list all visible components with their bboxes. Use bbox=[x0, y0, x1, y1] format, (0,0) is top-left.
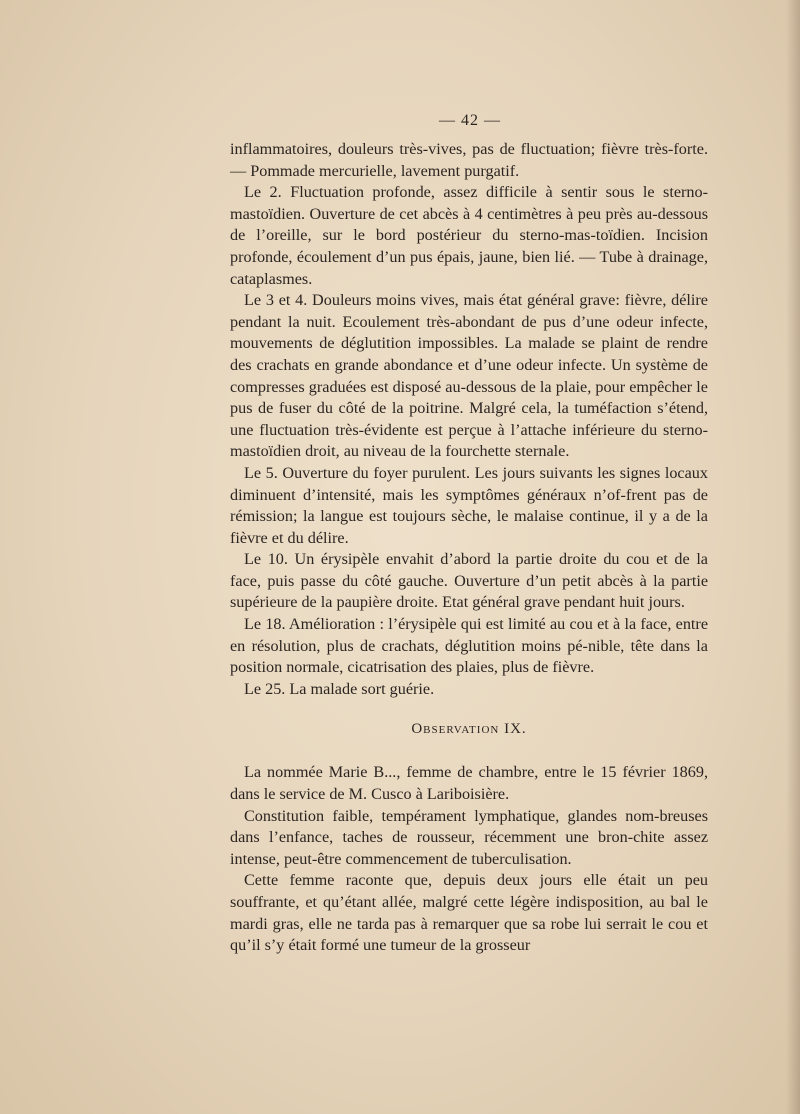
text-body bbox=[230, 139, 708, 957]
paragraph: Le 2. Fluctuation profonde, assez difficile à sentir sous le sterno-mastoïdien. Ouverture de cet abcès à 4 centimètres à peu près au-dessous de l’oreille, sur le bord postérieur du sterno-mas-toïdien. Incision profonde, écoulement d’un pus épais, jaune, bien lié. — Tube à drainage, cataplasmes. bbox=[230, 183, 708, 288]
page-number: — 42 — bbox=[439, 112, 501, 129]
paragraph: Le 3 et 4. Douleurs moins vives, mais état général grave: fièvre, délire pendant la nuit. Ecoulement très-abondant de pus d’une odeur infecte, mouvements de déglutition impossibles. La malade se plaint de rendre des crachats en grande abondance et d’une odeur infecte. Un système de compresses graduées est disposé au-dessous de la plaie, pour empêcher le pus de fuser du côté de la poitrine. Malgré cela, la tuméfaction s’étend, une fluctuation très-évidente est perçue à l’attache inférieure du sterno-mastoïdien droit, au niveau de la fourchette sternale. bbox=[230, 291, 708, 461]
section-heading bbox=[230, 700, 708, 762]
paragraph: Le 5. Ouverture du foyer purulent. Les jours suivants les signes locaux diminuent d’intensité, mais les symptômes généraux n’of-frent pas de rémission; la langue est toujours sèche, le malaise continue, il y a de la fièvre et du délire. bbox=[230, 463, 708, 547]
page-edge-shadow bbox=[786, 0, 800, 1114]
paragraph: La nommée Marie B..., femme de chambre, entre le 15 février 1869, dans le service de M. Cusco à Lariboisière. bbox=[230, 763, 708, 804]
paragraph: Le 18. Amélioration : l’érysipèle qui est limité au cou et à la face, entre en résolution, plus de crachats, déglutition moins pé-nible, tête dans la position normale, cicatrisation des plaies, plus de fièvre. bbox=[230, 615, 708, 677]
paragraph: inflammatoires, douleurs très-vives, pas de fluctuation; fièvre très-forte. — Pommade mercurielle, lavement purgatif. bbox=[230, 140, 708, 180]
paragraph: Le 10. Un érysipèle envahit d’abord la partie droite du cou et de la face, puis passe du côté gauche. Ouverture d’un petit abcès à la partie supérieure de la paupière droite. Etat général grave pendant huit jours. bbox=[230, 550, 708, 612]
paragraph: Le 25. La malade sort guérie. bbox=[244, 679, 435, 698]
observation-heading: Observation IX. bbox=[411, 721, 527, 738]
paragraph: Constitution faible, tempérament lymphatique, glandes nom-breuses dans l’enfance, taches de rousseur, récemment une bron-chite assez intense, peut-être commencement de tuberculisation. bbox=[230, 806, 708, 868]
paragraph: Cette femme raconte que, depuis deux jours elle était un peu souffrante, et qu’étant allée, malgré cette légère indisposition, au bal le mardi gras, elle ne tarda pas à remarquer que sa robe lui serrait le cou et qu’il s’y était formé une tumeur de la grosseur bbox=[230, 871, 708, 955]
